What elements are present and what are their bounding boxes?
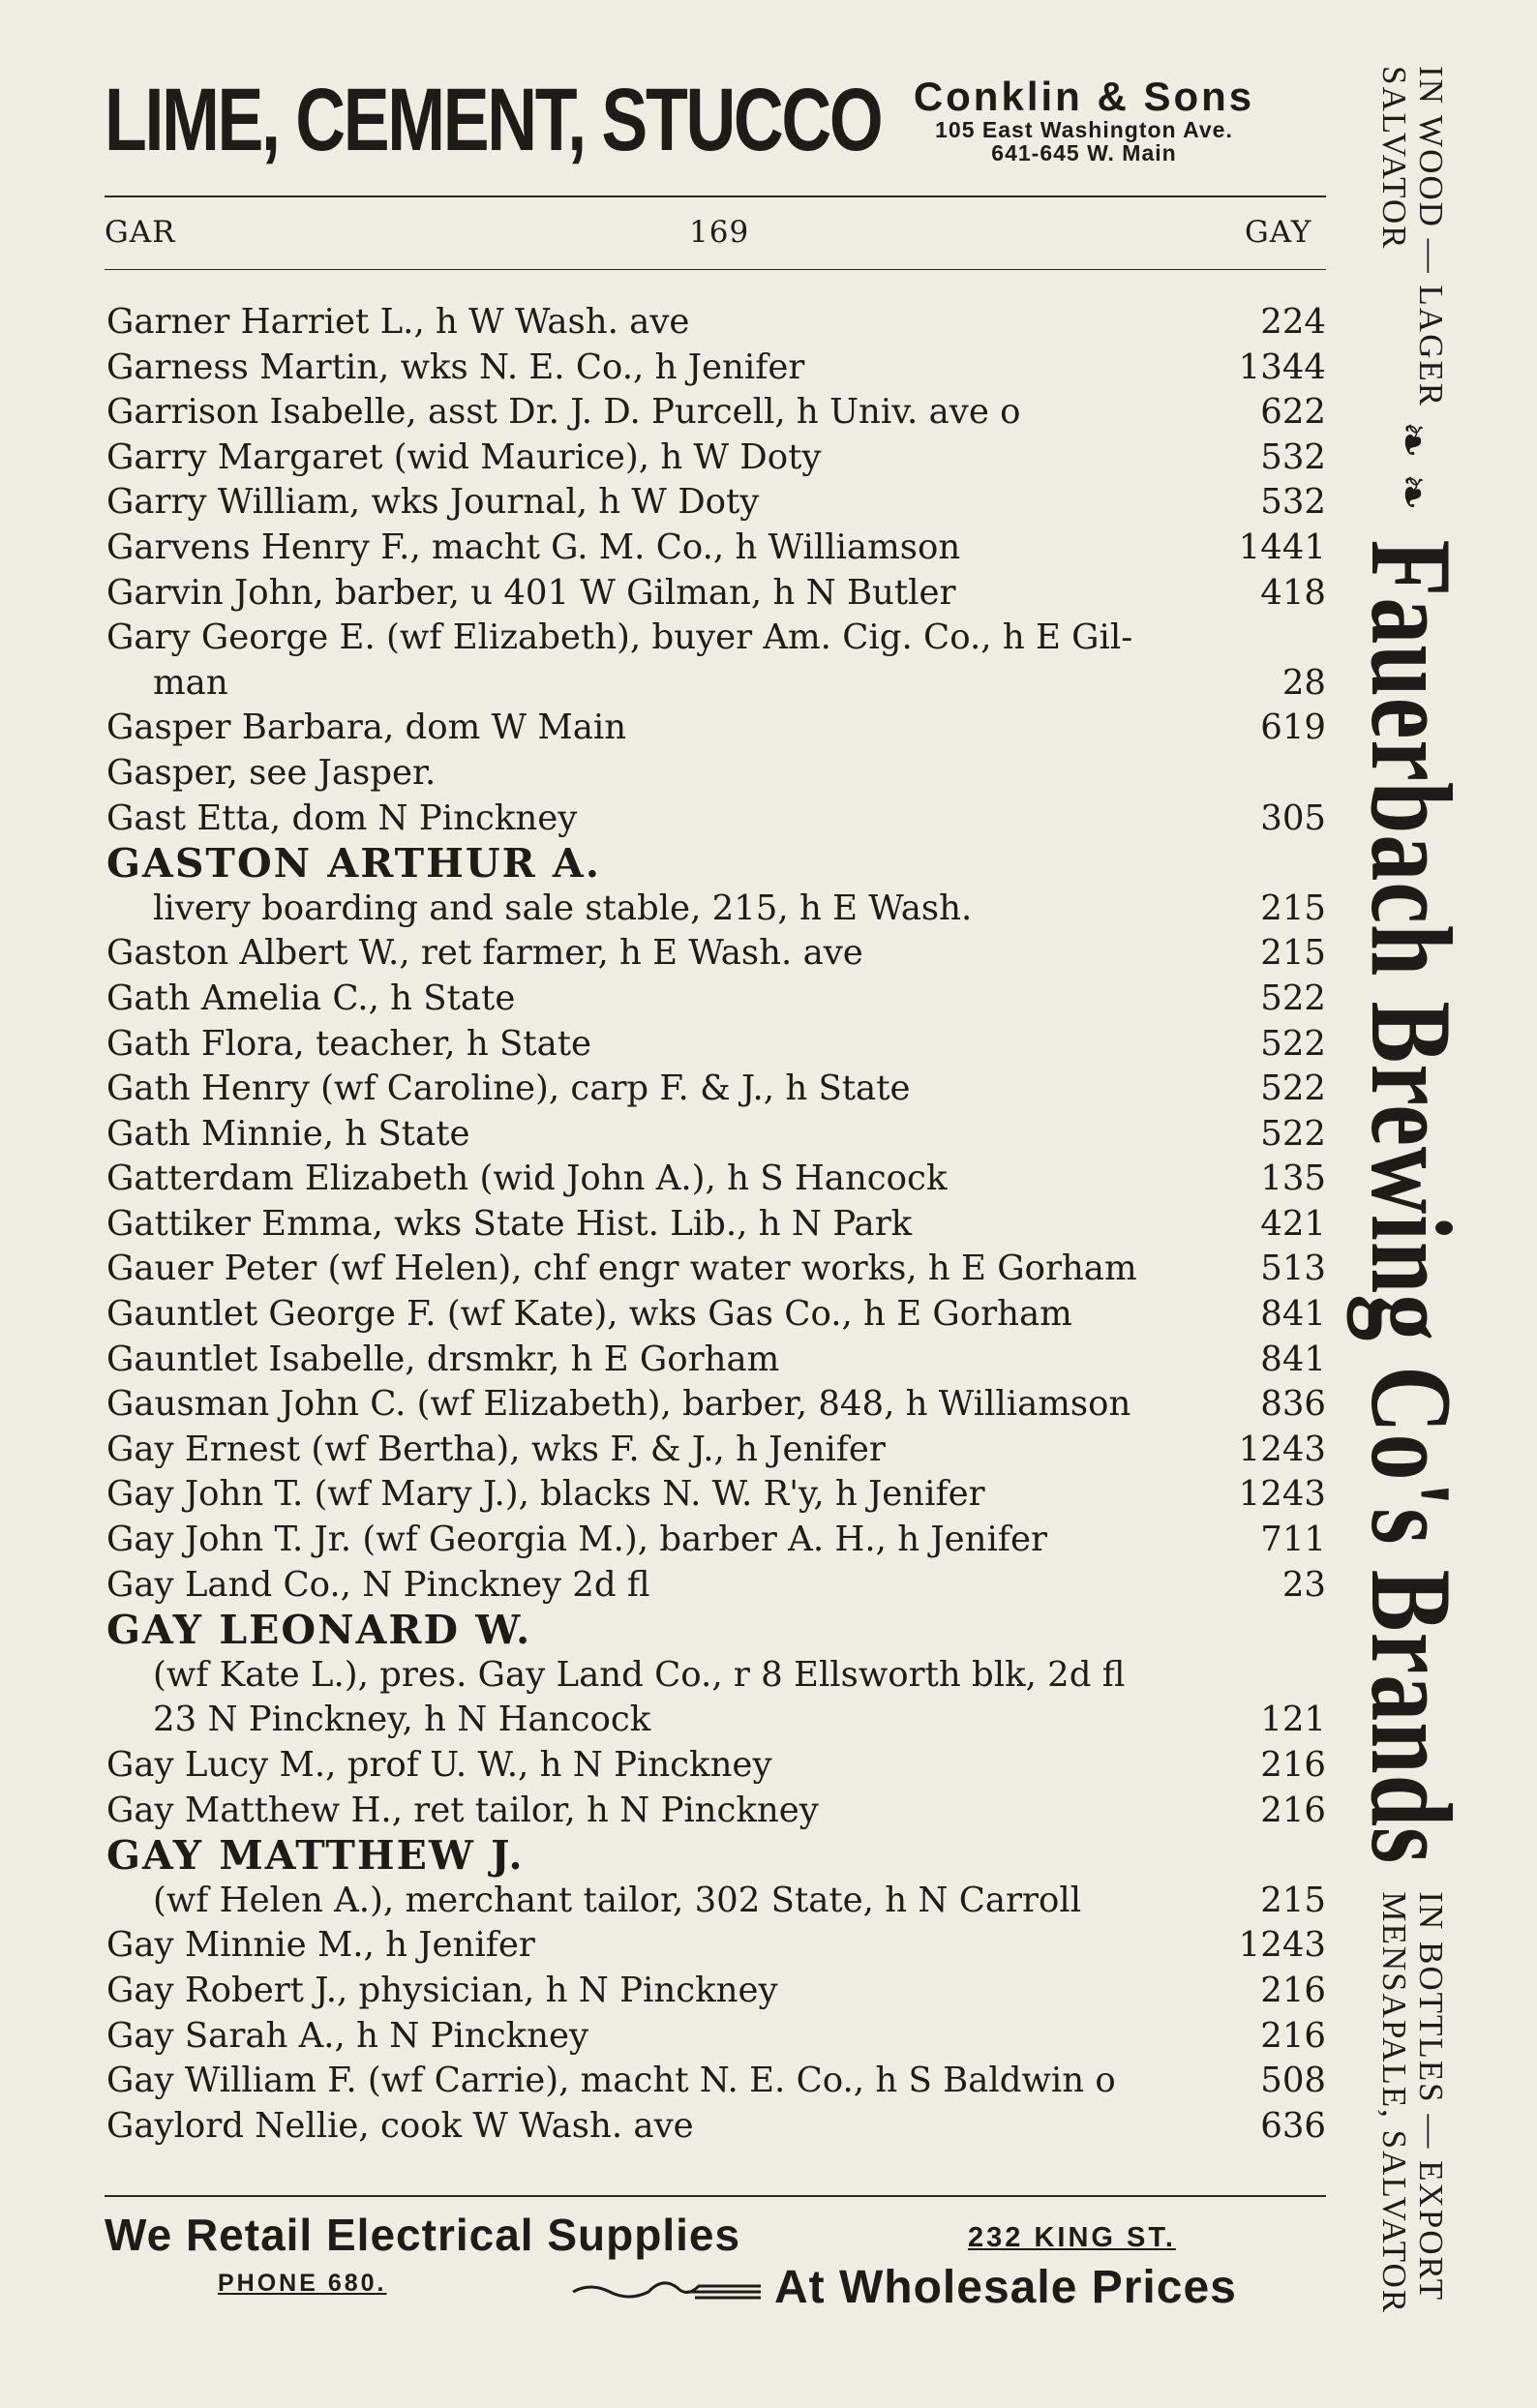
directory-entry bbox=[106, 1157, 1326, 1202]
entry-number: 121 bbox=[1260, 1700, 1326, 1740]
directory-entry bbox=[106, 1789, 1326, 1834]
entry-name: Garrison Isabelle, asst Dr. J. D. Purcell, h Univ. ave o bbox=[106, 392, 1021, 433]
entry-number: 215 bbox=[1260, 888, 1326, 928]
entry-name: Gay Ernest (wf Bertha), wks F. & J., h Jenifer bbox=[106, 1429, 886, 1469]
entry-name: Gasper, see Jasper. bbox=[106, 752, 437, 793]
directory-entry bbox=[106, 1472, 1326, 1518]
entry-name: Gay Matthew H., ret tailor, h N Pinckney bbox=[106, 1790, 819, 1830]
directory-entry bbox=[106, 1428, 1326, 1473]
entry-name: Gay Lucy M., prof U. W., h N Pinckney bbox=[106, 1745, 772, 1785]
entry-name: Gay Sarah A., h N Pinckney bbox=[106, 2015, 589, 2056]
directory-listing bbox=[106, 300, 1326, 2149]
entry-name: Garry Margaret (wid Maurice), h W Doty bbox=[106, 436, 822, 477]
entry-number: 711 bbox=[1260, 1520, 1326, 1560]
entry-name: GAY MATTHEW J. bbox=[106, 1833, 525, 1879]
directory-entry bbox=[106, 2014, 1326, 2060]
entry-name: Gaylord Nellie, cook W Wash. ave bbox=[106, 2105, 694, 2146]
side-ad-top-line-2: SALVATOR bbox=[1375, 66, 1413, 251]
entry-number: 224 bbox=[1260, 302, 1326, 342]
directory-entry bbox=[106, 2059, 1326, 2104]
entry-number: 636 bbox=[1260, 2105, 1326, 2146]
entry-name: (wf Helen A.), merchant tailor, 302 State, h N Carroll bbox=[153, 1880, 1082, 1920]
entry-number: 135 bbox=[1260, 1159, 1326, 1199]
directory-entry bbox=[106, 390, 1326, 436]
entry-name: Gay Land Co., N Pinckney 2d fl bbox=[106, 1564, 650, 1605]
bottom-rule bbox=[105, 2195, 1326, 2197]
entry-number: 1243 bbox=[1238, 1474, 1326, 1515]
entry-name: GAY LEONARD W. bbox=[106, 1608, 532, 1653]
entry-name: Gay Minnie M., h Jenifer bbox=[106, 1925, 535, 1966]
directory-entry bbox=[106, 706, 1326, 751]
entry-name: Gauer Peter (wf Helen), chf engr water works, h E Gorham bbox=[106, 1249, 1137, 1289]
directory-entry bbox=[106, 1338, 1326, 1383]
directory-entry bbox=[106, 1202, 1326, 1248]
entry-number: 532 bbox=[1260, 436, 1326, 477]
directory-entry bbox=[106, 1382, 1326, 1428]
directory-entry bbox=[106, 1518, 1326, 1563]
ad-bottom-line-2: At Wholesale Prices bbox=[774, 2262, 1237, 2313]
entry-number: 1243 bbox=[1238, 1925, 1326, 1966]
ad-bottom-address: 232 KING ST. bbox=[968, 2222, 1176, 2253]
entry-name: Gath Amelia C., h State bbox=[106, 978, 516, 1018]
directory-entry bbox=[106, 1022, 1326, 1068]
directory-entry bbox=[106, 887, 1326, 932]
entry-name: Gay John T. Jr. (wf Georgia M.), barber A. H., h Jenifer bbox=[106, 1520, 1047, 1560]
entry-number: 28 bbox=[1281, 662, 1326, 703]
entry-number: 216 bbox=[1260, 1745, 1326, 1785]
entry-heading bbox=[106, 1608, 1326, 1653]
side-ad bbox=[1345, 66, 1479, 2331]
entry-number: 305 bbox=[1260, 798, 1326, 838]
ad-top-headline: LIME, CEMENT, STUCCO bbox=[105, 71, 882, 169]
side-ad-top-block bbox=[1375, 66, 1449, 407]
directory-entry bbox=[106, 346, 1326, 391]
entry-number: 418 bbox=[1260, 572, 1326, 613]
directory-entry bbox=[106, 480, 1326, 526]
entry-name: Gay William F. (wf Carrie), macht N. E. Co., h S Baldwin o bbox=[106, 2061, 1116, 2101]
directory-entry bbox=[106, 1743, 1326, 1789]
directory-entry bbox=[106, 1292, 1326, 1338]
entry-name: Gasper Barbara, dom W Main bbox=[106, 707, 627, 748]
directory-entry bbox=[106, 571, 1326, 617]
directory-entry bbox=[106, 2104, 1326, 2150]
entry-number: 1344 bbox=[1238, 346, 1326, 387]
directory-entry bbox=[106, 797, 1326, 842]
directory-entry bbox=[106, 1698, 1326, 1743]
entry-heading bbox=[106, 841, 1326, 887]
ad-bottom-phone: PHONE 680. bbox=[218, 2270, 387, 2297]
directory-entry bbox=[106, 931, 1326, 977]
ad-top-address-2: 641-645 W. Main bbox=[991, 140, 1177, 166]
entry-name: Gattiker Emma, wks State Hist. Lib., h N Park bbox=[106, 1203, 913, 1244]
running-head-left: GAR bbox=[105, 215, 176, 250]
entry-heading bbox=[106, 1833, 1326, 1879]
entry-number: 216 bbox=[1260, 1790, 1326, 1830]
entry-number: 215 bbox=[1260, 1880, 1326, 1920]
entry-number: 619 bbox=[1260, 707, 1326, 748]
directory-entry bbox=[106, 1112, 1326, 1158]
entry-number: 622 bbox=[1260, 392, 1326, 433]
entry-number: 1441 bbox=[1238, 527, 1326, 567]
entry-name: Garry William, wks Journal, h W Doty bbox=[106, 482, 760, 523]
entry-name: Gary George E. (wf Elizabeth), buyer Am. Cig. Co., h E Gil- bbox=[106, 617, 1133, 658]
entry-number: 1243 bbox=[1238, 1429, 1326, 1469]
entry-name: GASTON ARTHUR A. bbox=[106, 841, 602, 887]
side-ad-brand: Fauerbach Brewing Co's Brands bbox=[1347, 539, 1477, 1865]
ad-top-company-block bbox=[876, 75, 1292, 165]
entry-number: 421 bbox=[1260, 1203, 1326, 1244]
entry-number: 215 bbox=[1260, 933, 1326, 974]
entry-number: 522 bbox=[1260, 1069, 1326, 1109]
entry-number: 836 bbox=[1260, 1384, 1326, 1425]
directory-entry bbox=[106, 436, 1326, 481]
directory-entry bbox=[106, 1923, 1326, 1969]
page-number: 169 bbox=[689, 215, 750, 250]
entry-name: Gauntlet Isabelle, drsmkr, h E Gorham bbox=[106, 1339, 780, 1379]
ad-bottom-line-1: We Retail Electrical Supplies bbox=[105, 2210, 741, 2260]
directory-entry bbox=[106, 300, 1326, 346]
directory-entry bbox=[106, 1969, 1326, 2014]
directory-entry bbox=[106, 1563, 1326, 1609]
entry-name: 23 N Pinckney, h N Hancock bbox=[153, 1700, 651, 1740]
entry-name: Gay Robert J., physician, h N Pinckney bbox=[106, 1970, 778, 2010]
ad-top-company: Conklin & Sons bbox=[913, 74, 1255, 119]
entry-number: 216 bbox=[1260, 2015, 1326, 2056]
entry-number: 532 bbox=[1260, 482, 1326, 523]
entry-name: man bbox=[153, 662, 228, 703]
entry-name: Gast Etta, dom N Pinckney bbox=[106, 798, 578, 838]
entry-number: 841 bbox=[1260, 1339, 1326, 1379]
entry-number: 522 bbox=[1260, 1113, 1326, 1154]
top-rule bbox=[105, 196, 1326, 197]
entry-number: 841 bbox=[1260, 1294, 1326, 1335]
directory-entry bbox=[106, 977, 1326, 1022]
entry-name: Gatterdam Elizabeth (wid John A.), h S Hancock bbox=[106, 1159, 948, 1199]
entry-number: 522 bbox=[1260, 978, 1326, 1018]
entry-name: Gath Henry (wf Caroline), carp F. & J., h State bbox=[106, 1069, 911, 1109]
side-ad-bottom-line-2: MENSAPALE, SALVATOR bbox=[1375, 1891, 1413, 2315]
running-head-right: GAY bbox=[1245, 215, 1312, 250]
flourish-ornament bbox=[571, 2273, 765, 2305]
entry-number: 216 bbox=[1260, 1970, 1326, 2010]
directory-entry bbox=[106, 1247, 1326, 1292]
directory-entry bbox=[106, 661, 1326, 707]
entry-number: 23 bbox=[1281, 1564, 1326, 1605]
entry-number: 508 bbox=[1260, 2061, 1326, 2101]
entry-name: Garvin John, barber, u 401 W Gilman, h N Butler bbox=[106, 572, 956, 613]
side-ad-top-line-1: IN WOOD — LAGER bbox=[1412, 66, 1450, 408]
ad-top-address-1: 105 East Washington Ave. bbox=[935, 117, 1233, 143]
directory-entry bbox=[106, 1067, 1326, 1112]
entry-name: Gath Flora, teacher, h State bbox=[106, 1023, 592, 1064]
entry-name: livery boarding and sale stable, 215, h E Wash. bbox=[153, 888, 973, 928]
directory-entry bbox=[106, 751, 1326, 797]
entry-number: 513 bbox=[1260, 1249, 1326, 1289]
entry-name: Garness Martin, wks N. E. Co., h Jenifer bbox=[106, 346, 805, 387]
directory-entry bbox=[106, 526, 1326, 571]
side-ad-bottom-block bbox=[1375, 1891, 1449, 2314]
entry-name: Gay John T. (wf Mary J.), blacks N. W. R'y, h Jenifer bbox=[106, 1474, 985, 1515]
directory-entry bbox=[106, 1653, 1326, 1699]
side-ad-bottom-line-1: IN BOTTLES — EXPORT bbox=[1412, 1891, 1450, 2303]
directory-entry bbox=[106, 616, 1326, 661]
entry-name: Gauntlet George F. (wf Kate), wks Gas Co., h E Gorham bbox=[106, 1294, 1072, 1335]
entry-number: 522 bbox=[1260, 1023, 1326, 1064]
entry-name: Gaston Albert W., ret farmer, h E Wash. ave bbox=[106, 933, 863, 974]
side-ad-ornament: ❧ ❧ bbox=[1388, 421, 1437, 513]
entry-name: Garvens Henry F., macht G. M. Co., h Williamson bbox=[106, 527, 961, 567]
entry-name: Gath Minnie, h State bbox=[106, 1113, 470, 1154]
head-rule bbox=[105, 269, 1326, 270]
entry-name: (wf Kate L.), pres. Gay Land Co., r 8 Ellsworth blk, 2d fl bbox=[153, 1654, 1126, 1695]
directory-entry bbox=[106, 1879, 1326, 1924]
entry-name: Garner Harriet L., h W Wash. ave bbox=[106, 302, 690, 342]
entry-name: Gausman John C. (wf Elizabeth), barber, 848, h Williamson bbox=[106, 1384, 1131, 1425]
